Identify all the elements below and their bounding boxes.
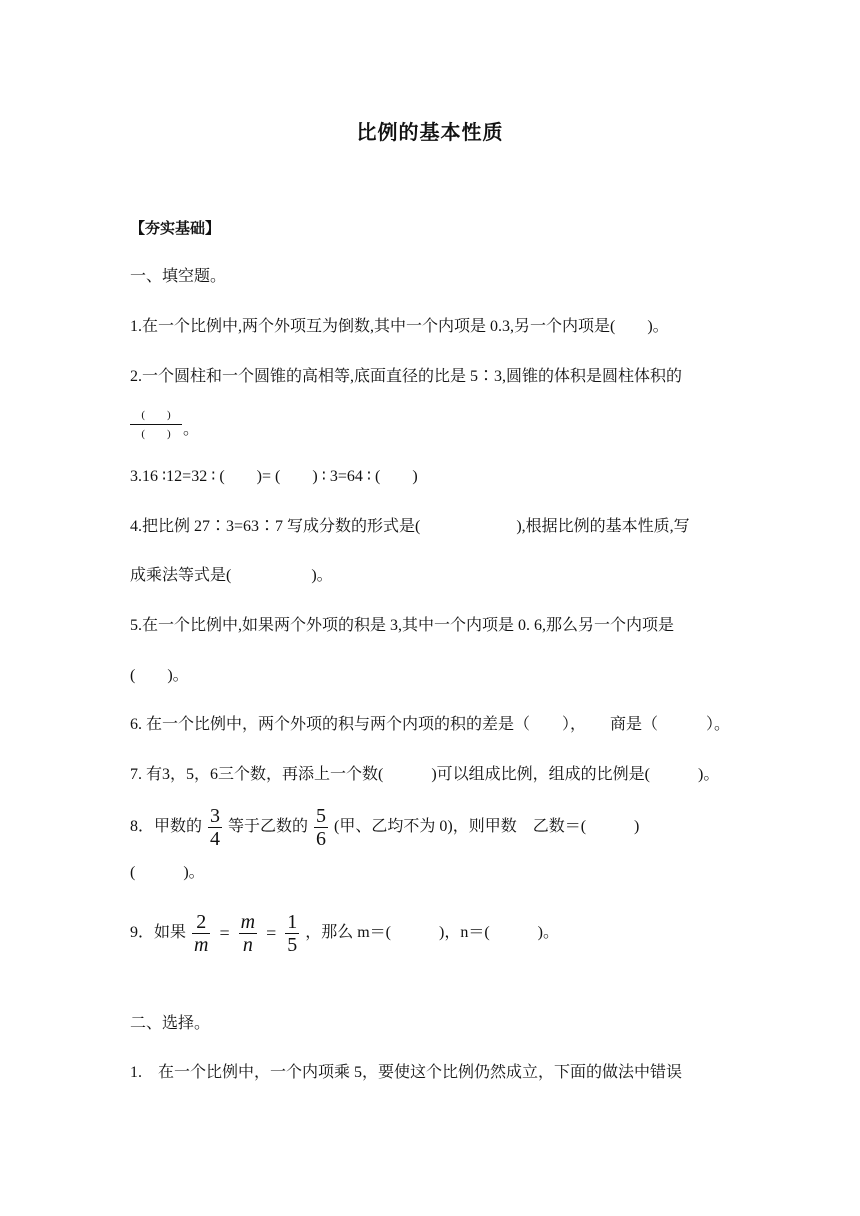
fraction-numerator: 5 (316, 804, 327, 827)
question-5-line2: ( )。 (130, 667, 189, 684)
question-8-prefix: 8．甲数的 (130, 818, 203, 835)
equals-sign: = (266, 923, 277, 944)
question-1: 1.在一个比例中,两个外项互为倒数,其中一个内项是 0.3,另一个内项是( )。 (130, 318, 669, 335)
fraction-numerator: m (240, 910, 256, 933)
fraction-numerator-blank: ( ) (141, 409, 171, 421)
question-2-line1: 2.一个圆柱和一个圆锥的高相等,底面直径的比是 5∶3,圆锥的体积是圆柱体积的 (130, 368, 683, 385)
question-7: 7. 有3，5，6三个数，再添上一个数( )可以组成比例，组成的比例是( )。 (130, 766, 720, 783)
question-6-right: 商是（ ）。 (609, 716, 730, 733)
fraction-two-over-m (192, 911, 210, 956)
question-8 (130, 804, 730, 850)
question-4-line1: 4.把比例 27∶3=63∶7 写成分数的形式是( ),根据比例的基本性质,写 (130, 518, 690, 535)
equals-sign: = (219, 923, 230, 944)
fraction-bar (130, 424, 182, 425)
question-6 (130, 714, 730, 736)
fraction-denominator: 5 (287, 933, 298, 956)
page-title: 比例的基本性质 (356, 120, 504, 144)
question-8-line2: ( )。 (130, 864, 205, 881)
question-9-prefix: 9．如果 (130, 924, 187, 941)
question-8-suffix: (甲、乙均不为 0)，则甲数 乙数＝( ) (334, 818, 640, 835)
fraction-denominator: n (242, 933, 253, 956)
fraction-five-sixths (314, 805, 328, 850)
question-4-line2: 成乘法等式是( )。 (130, 567, 333, 584)
section-label: 【夯实基础】 (130, 219, 221, 237)
question-6-left: 6. 在一个比例中，两个外项的积与两个内项的积的差是（ ）， (130, 716, 587, 733)
fraction-denominator-blank: ( ) (141, 428, 171, 440)
fraction-denominator: 4 (210, 827, 221, 850)
fraction-m-over-n (239, 911, 257, 956)
question-2-fraction-blank (130, 408, 182, 441)
question-8-mid: 等于乙数的 (228, 818, 309, 835)
part2-heading: 二、选择。 (130, 1015, 211, 1032)
fraction-denominator: m (194, 933, 209, 956)
question-5-line1: 5.在一个比例中,如果两个外项的积是 3,其中一个内项是 0. 6,那么另一个内项是 (130, 617, 675, 634)
question-9-suffix: ，那么 m＝( )，n＝( )。 (305, 924, 559, 941)
choice-question-1-line1: 1. 在一个比例中，一个内项乘 5，要使这个比例仍然成立，下面的做法中错误 (130, 1064, 683, 1081)
fraction-numerator: 2 (196, 910, 207, 933)
question-2-end: 。 (183, 421, 200, 438)
fraction-numerator: 1 (287, 910, 298, 933)
fraction-three-quarters (208, 805, 222, 850)
fraction-one-fifth (285, 911, 299, 956)
fraction-numerator: 3 (210, 804, 221, 827)
question-9 (130, 910, 730, 956)
part1-heading: 一、填空题。 (130, 268, 227, 285)
fraction-denominator: 6 (316, 827, 327, 850)
question-3: 3.16 ∶12=32 ∶ ( )= ( ) ∶ 3=64 ∶ ( ) (130, 468, 418, 485)
